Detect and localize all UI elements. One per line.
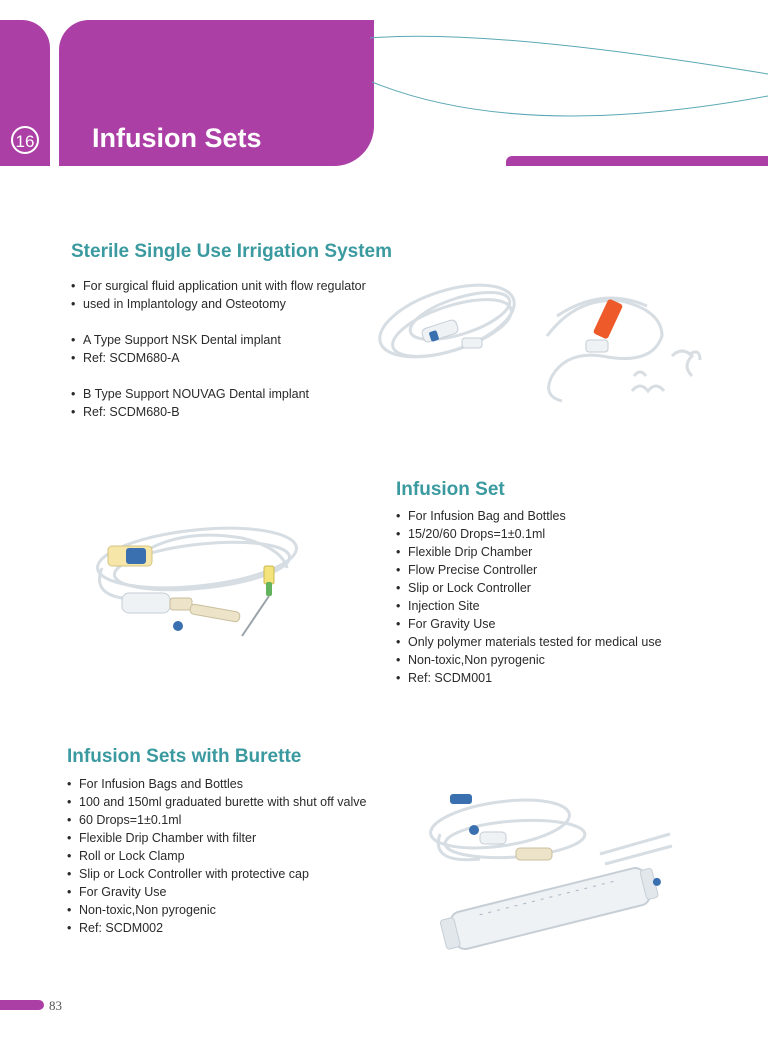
list-item: • Slip or Lock Controller with protective cap [67, 865, 366, 883]
irrigation-bullets-a [71, 277, 367, 313]
list-item: • 60 Drops=1±0.1ml [67, 811, 366, 829]
infusion-set-image [82, 518, 307, 643]
list-item: • Flexible Drip Chamber [396, 543, 662, 561]
list-item: • For Gravity Use [67, 883, 366, 901]
list-item: • Non-toxic,Non pyrogenic [67, 901, 366, 919]
list-item: • used in Implantology and Osteotomy [71, 295, 367, 313]
page-title: Infusion Sets [92, 123, 262, 153]
list-item: • Non-toxic,Non pyrogenic [396, 651, 662, 669]
irrigation-bullets-c [71, 385, 309, 421]
chapter-number-badge: 16 [11, 126, 39, 154]
list-item: • B Type Support NOUVAG Dental implant [71, 385, 309, 403]
section-title-irrigation: Sterile Single Use Irrigation System [71, 241, 392, 262]
burette-set-image [420, 784, 680, 959]
footer-accent-bar [0, 1000, 44, 1010]
list-item: • Ref: SCDM002 [67, 919, 366, 937]
list-item: • Only polymer materials tested for medical use [396, 633, 662, 651]
list-item: • Flexible Drip Chamber with filter [67, 829, 366, 847]
list-item: • 100 and 150ml graduated burette with shut off valve [67, 793, 366, 811]
list-item: • For Infusion Bag and Bottles [396, 507, 662, 525]
irrigation-system-image [372, 276, 712, 416]
list-item: • Slip or Lock Controller [396, 579, 662, 597]
header-accent-bar [506, 156, 768, 166]
list-item: • For Infusion Bags and Bottles [67, 775, 366, 793]
list-item: • 15/20/60 Drops=1±0.1ml [396, 525, 662, 543]
burette-bullets [67, 775, 366, 937]
irrigation-bullets-b [71, 331, 281, 367]
list-item: • Ref: SCDM001 [396, 669, 662, 687]
section-title-infusion-set: Infusion Set [396, 479, 505, 500]
list-item: • Roll or Lock Clamp [67, 847, 366, 865]
list-item: • For Gravity Use [396, 615, 662, 633]
list-item: • For surgical fluid application unit with flow regulator [71, 277, 367, 295]
list-item: • Ref: SCDM680-B [71, 403, 309, 421]
infusion-set-bullets [396, 507, 662, 687]
section-title-burette: Infusion Sets with Burette [67, 746, 302, 767]
list-item: • Injection Site [396, 597, 662, 615]
list-item: • Flow Precise Controller [396, 561, 662, 579]
page-number: 83 [49, 998, 62, 1013]
list-item: • Ref: SCDM680-A [71, 349, 281, 367]
list-item: • A Type Support NSK Dental implant [71, 331, 281, 349]
decorative-curves [370, 30, 768, 130]
